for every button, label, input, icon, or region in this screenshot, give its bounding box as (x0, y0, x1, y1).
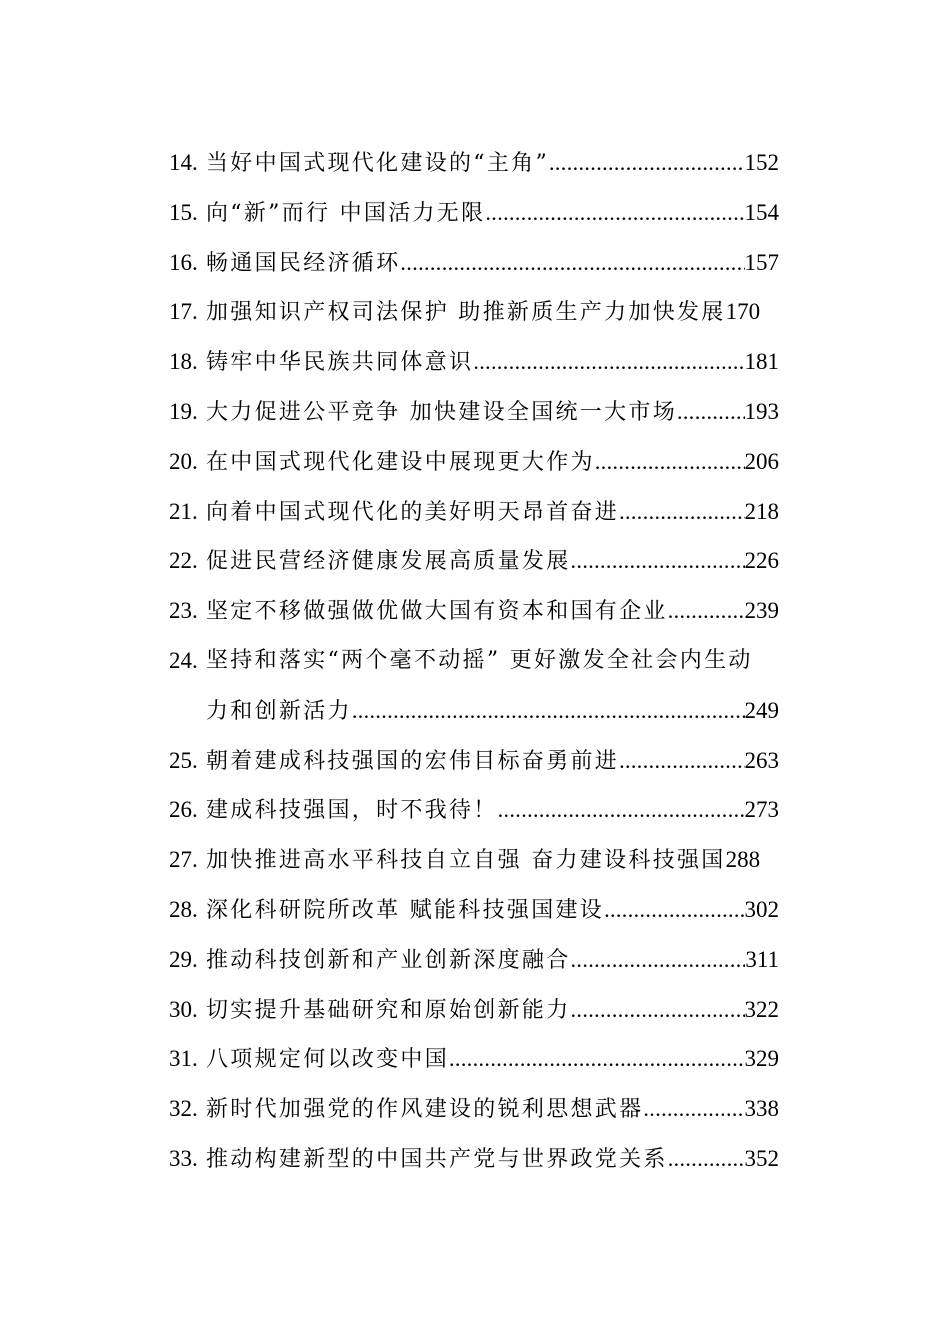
toc-entry-number: 30. (169, 996, 198, 1022)
toc-entry-page: 239 (744, 598, 779, 624)
toc-entry-page: 302 (744, 896, 779, 922)
toc-entry-24-continued[interactable] (0, 686, 950, 736)
toc-entry-page: 181 (744, 349, 779, 375)
toc-entry-29[interactable] (0, 935, 950, 985)
dot-leader (643, 1084, 744, 1134)
toc-entry-line (206, 885, 779, 936)
toc-entry-line (206, 935, 779, 986)
toc-entry-title: 向着中国式现代化的美好明天昂首奋进 (206, 499, 620, 525)
toc-entry-page: 218 (744, 498, 779, 524)
toc-entry-line (206, 387, 779, 438)
toc-entry-20[interactable] (0, 437, 950, 487)
dot-leader (498, 785, 745, 835)
toc-entry-title: 推动科技创新和产业创新深度融合 (206, 947, 571, 973)
toc-entry-line (206, 785, 779, 836)
toc-entry-title: 坚持和落实“两个毫不动摇” 更好激发全社会内生动 (206, 647, 753, 673)
toc-entry-page: 322 (744, 996, 779, 1022)
dot-leader (400, 238, 744, 288)
toc-entry-title: 畅通国民经济循环 (206, 250, 401, 276)
toc-entry-number: 16. (169, 249, 198, 275)
toc-entry-title: 大力促进公平竞争 加快建设全国统一大市场 (206, 399, 677, 425)
dot-leader (352, 686, 745, 736)
toc-entry-number: 26. (169, 797, 198, 823)
toc-entry-title: 切实提升基础研究和原始创新能力 (206, 997, 571, 1023)
toc-entry-title: 铸牢中华民族共同体意识 (206, 350, 474, 376)
toc-entry-number: 22. (169, 548, 198, 574)
toc-entry-page: 170 (725, 299, 761, 325)
dot-leader (449, 1034, 744, 1084)
toc-entry-line (206, 985, 779, 1036)
toc-entry-title: 推动构建新型的中国共产党与世界政党关系 (206, 1146, 668, 1172)
toc-entry-number: 21. (169, 498, 198, 524)
toc-entry-title: 促进民营经济健康发展高质量发展 (206, 549, 571, 575)
toc-entry-number: 18. (169, 349, 198, 375)
toc-entry-title: 向“新”而行 中国活力无限 (206, 200, 486, 226)
dot-leader (571, 985, 745, 1035)
toc-entry-31[interactable] (0, 1034, 950, 1084)
toc-entry-number: 19. (169, 398, 198, 424)
toc-entry-title-continued: 力和创新活力 (206, 698, 352, 724)
toc-entry-28[interactable] (0, 885, 950, 935)
toc-entry-30[interactable] (0, 985, 950, 1035)
dot-leader (619, 736, 744, 786)
dot-leader (619, 487, 744, 537)
toc-entry-18[interactable] (0, 337, 950, 387)
toc-entry-32[interactable] (0, 1084, 950, 1134)
dot-leader (668, 586, 745, 636)
toc-entry-26[interactable] (0, 785, 950, 835)
toc-entry-line (206, 1034, 779, 1085)
toc-entry-title: 朝着建成科技强国的宏伟目标奋勇前进 (206, 748, 620, 774)
dot-leader (595, 437, 745, 487)
toc-entry-page: 329 (744, 1046, 779, 1072)
toc-entry-number: 14. (169, 150, 198, 175)
toc-entry-title: 加快推进高水平科技自立自强 奋力建设科技强国 (206, 848, 726, 874)
toc-entry-title: 八项规定何以改变中国 (206, 1047, 450, 1073)
toc-entry-page: 263 (744, 747, 779, 773)
dot-leader (485, 188, 744, 238)
dot-leader (571, 536, 745, 586)
dot-leader (473, 337, 744, 387)
toc-entry-title: 加强知识产权司法保护 助推新质生产力加快发展 (206, 300, 726, 326)
toc-entry-line (206, 188, 779, 239)
toc-entry-page: 273 (744, 797, 779, 823)
toc-entry-page: 338 (744, 1096, 779, 1122)
toc-entry-line (206, 536, 779, 587)
table-of-contents (0, 138, 950, 1184)
dot-leader (668, 1134, 745, 1184)
toc-entry-page: 193 (744, 398, 779, 424)
dot-leader (677, 387, 745, 437)
toc-entry-number: 23. (169, 598, 198, 624)
toc-entry-number: 33. (169, 1145, 198, 1171)
toc-entry-number: 31. (169, 1046, 198, 1072)
toc-entry-number: 17. (169, 299, 198, 325)
toc-entry-line (206, 487, 779, 538)
toc-entry-line (206, 736, 779, 787)
toc-entry-title: 当好中国式现代化建设的“主角” (206, 151, 549, 176)
toc-entry-title: 深化科研院所改革 赋能科技强国建设 (206, 897, 605, 923)
toc-entry-title: 坚定不移做强做优做大国有资本和国有企业 (206, 599, 668, 625)
toc-entry-line (206, 636, 796, 686)
toc-entry-line (206, 835, 796, 886)
toc-entry-number: 29. (169, 946, 198, 972)
toc-entry-page: 288 (725, 847, 761, 873)
toc-entry-page: 311 (745, 946, 779, 972)
toc-entry-line (206, 686, 779, 737)
toc-entry-page: 226 (744, 548, 779, 574)
toc-entry-19[interactable] (0, 387, 950, 437)
toc-entry-number: 25. (169, 747, 198, 773)
toc-entry-number: 32. (169, 1096, 198, 1122)
toc-entry-page: 249 (744, 697, 779, 723)
toc-entry-title: 在中国式现代化建设中展现更大作为 (206, 449, 595, 475)
toc-entry-line (206, 287, 796, 338)
toc-entry-27[interactable] (0, 835, 950, 885)
toc-entry-25[interactable] (0, 736, 950, 786)
toc-entry-line (206, 238, 779, 289)
toc-entry-17[interactable] (0, 287, 950, 337)
toc-entry-page: 157 (744, 249, 779, 275)
toc-entry-number: 15. (169, 199, 198, 225)
toc-entry-number: 20. (169, 448, 198, 474)
toc-entry-title: 新时代加强党的作风建设的锐利思想武器 (206, 1097, 644, 1123)
toc-entry-23[interactable] (0, 586, 950, 636)
toc-entry-line (206, 337, 779, 388)
toc-entry-page: 152 (744, 150, 779, 175)
toc-entry-title: 建成科技强国，时不我待！ (206, 798, 498, 824)
toc-entry-number: 27. (169, 847, 198, 873)
toc-entry-number: 24. (169, 647, 198, 673)
toc-entry-number: 28. (169, 896, 198, 922)
toc-entry-24[interactable] (0, 636, 950, 686)
toc-entry-22[interactable] (0, 536, 950, 586)
toc-entry-page: 352 (744, 1145, 779, 1171)
toc-entry-14[interactable] (0, 138, 950, 188)
dot-leader (549, 138, 745, 188)
toc-entry-line (206, 437, 779, 488)
toc-entry-line (206, 1134, 779, 1185)
toc-entry-line (206, 138, 779, 189)
dot-leader (571, 935, 746, 985)
toc-entry-33[interactable] (0, 1134, 950, 1184)
toc-entry-page: 154 (744, 199, 779, 225)
toc-entry-line (206, 586, 779, 637)
dot-leader (604, 885, 744, 935)
toc-entry-page: 206 (744, 448, 779, 474)
toc-entry-16[interactable] (0, 238, 950, 288)
toc-entry-21[interactable] (0, 487, 950, 537)
toc-entry-line (206, 1084, 779, 1135)
toc-entry-15[interactable] (0, 188, 950, 238)
